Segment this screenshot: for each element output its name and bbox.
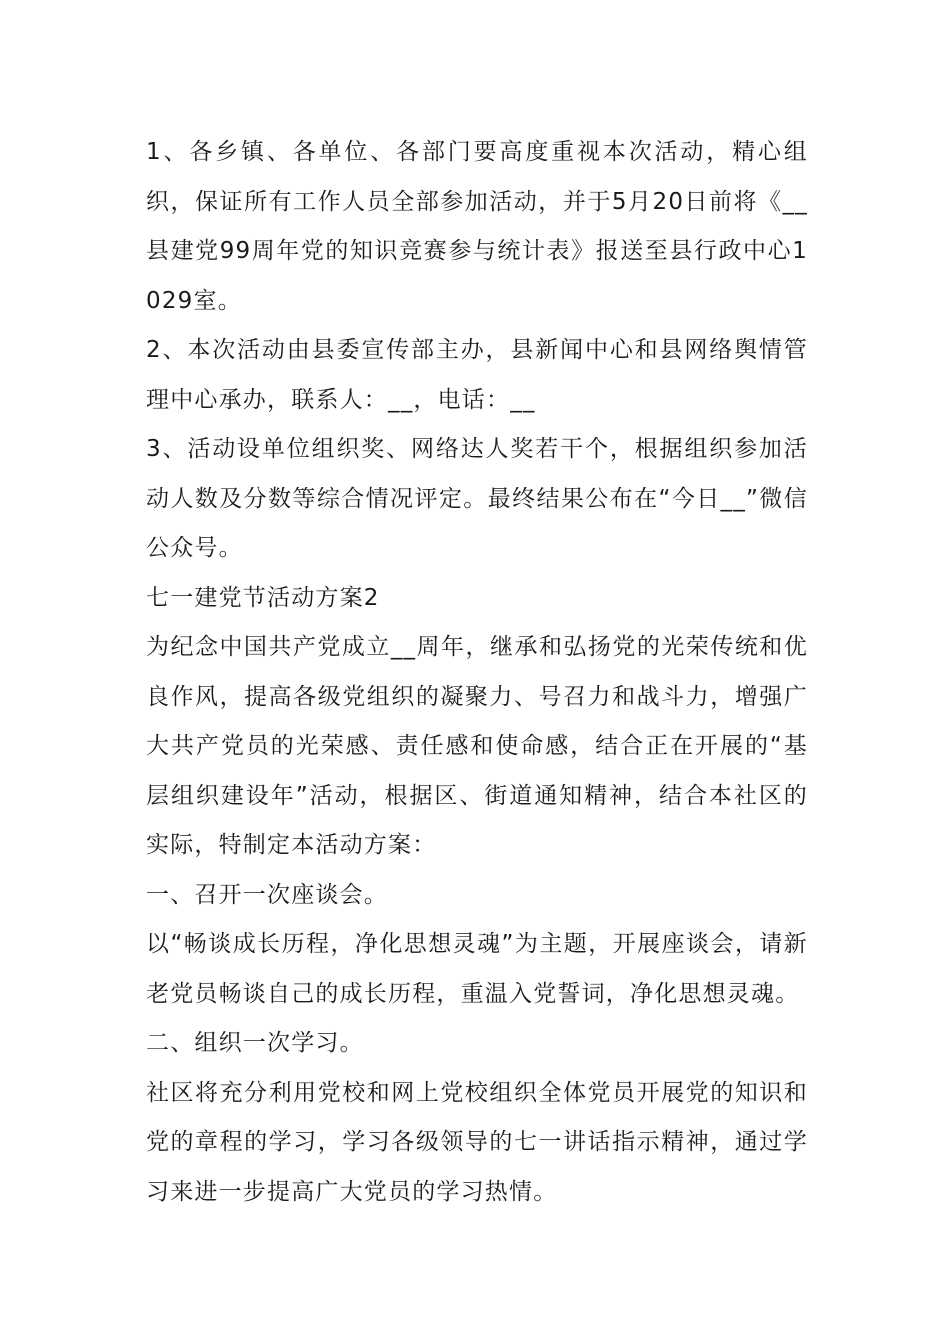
item-heading-symposium: 一、召开一次座谈会。 (146, 881, 388, 908)
paragraph-symposium: 以“畅谈成长历程，净化思想灵魂”为主题，开展座谈会，请新老党员畅谈自己的成长历程，重温入党誓词，净化思想灵魂。 (146, 931, 808, 1007)
document-body (146, 128, 808, 1217)
item-heading-study: 二、组织一次学习。 (146, 1030, 364, 1056)
paragraph-plan-intro: 为纪念中国共产党成立__周年，继承和弘扬党的光荣传统和优良作风，提高各级党组织的凝聚力、号召力和战斗力，增强广大共产党员的光荣感、责任感和使命感，结合正在开展的“基层组织建设年”活动，根据区、街道通知精神，结合本社区的实际，特制定本活动方案： (146, 634, 808, 858)
paragraph-study: 社区将充分利用党校和网上党校组织全体党员开展党的知识和党的章程的学习，学习各级领导的七一讲话指示精神，通过学习来进一步提高广大党员的学习热情。 (146, 1079, 808, 1205)
section-heading-plan-2: 七一建党节活动方案2 (146, 584, 380, 611)
paragraph-notice-3: 3、活动设单位组织奖、网络达人奖若干个，根据组织参加活动人数及分数等综合情况评定。最终结果公布在“今日__”微信公众号。 (146, 436, 808, 561)
paragraph-notice-1: 1、各乡镇、各单位、各部门要高度重视本次活动，精心组织，保证所有工作人员全部参加活动，并于5月20日前将《__县建党99周年党的知识竞赛参与统计表》报送至县行政中心1029室。 (146, 139, 808, 314)
paragraph-notice-2: 2、本次活动由县委宣传部主办，县新闻中心和县网络舆情管理中心承办，联系人：__，电话：__ (146, 337, 808, 413)
